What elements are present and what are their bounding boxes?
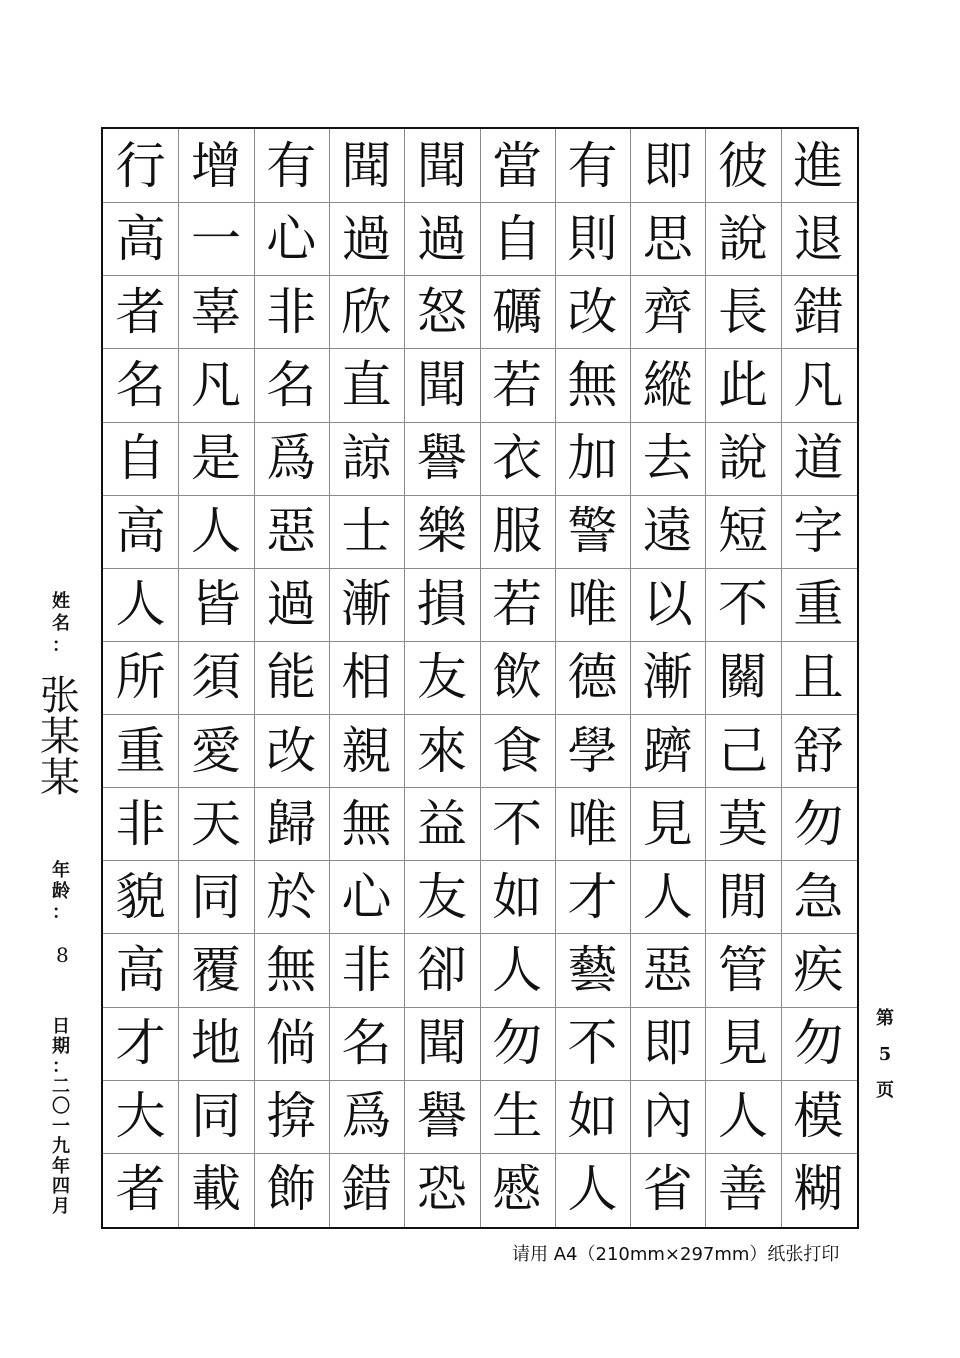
date-char: 九 [52,1136,70,1157]
grid-cell: 關 [718,648,769,707]
grid-cell: 無 [341,794,392,853]
grid-cell: 損 [416,575,467,634]
grid-cell: 食 [492,721,543,780]
grid-cell: 飾 [266,1160,317,1219]
grid-cell: 無 [266,941,317,1000]
grid-cell: 非 [341,941,392,1000]
grid-cell: 怒 [416,282,467,341]
date-char: 〇 [52,1096,70,1117]
grid-cell: 唯 [567,794,618,853]
age-label-char: 龄 [52,881,70,902]
page-number-char: 第 [876,1008,894,1029]
date-char: 一 [52,1116,70,1137]
grid-column [329,129,404,1227]
grid-cell: 辜 [190,282,241,341]
grid-cell: 地 [190,1014,241,1073]
grid-cell: 倘 [266,1014,317,1073]
name-label [52,593,70,659]
grid-cell: 短 [718,502,769,561]
grid-cell: 彼 [718,136,769,195]
age-label-char: ： [52,902,70,923]
grid-cell: 如 [567,1087,618,1146]
grid-cell: 自 [115,429,166,488]
grid-cell: 恐 [416,1160,467,1219]
name-value [40,673,80,801]
grid-cell: 躋 [642,721,693,780]
grid-cell: 漸 [642,648,693,707]
page-number [876,1010,894,1118]
date-label [52,1018,70,1218]
date-char: 期 [52,1036,70,1057]
grid-cell: 聞 [416,136,467,195]
grid-cell: 說 [718,209,769,268]
grid-cell: 是 [190,429,241,488]
grid-cell: 即 [642,136,693,195]
grid-cell: 當 [492,136,543,195]
grid-cell: 舒 [793,721,844,780]
grid-column [630,129,705,1227]
grid-column [781,129,856,1227]
grid-cell: 心 [266,209,317,268]
grid-cell: 齊 [642,282,693,341]
grid-cell: 莫 [718,794,769,853]
grid-cell: 友 [416,648,467,707]
print-instruction: 请用 A4（210mm×297mm）纸张打印 [512,1244,840,1265]
grid-cell: 礪 [492,282,543,341]
grid-cell: 大 [115,1087,166,1146]
grid-cell: 德 [567,648,618,707]
grid-cell: 此 [718,355,769,414]
grid-cell: 者 [115,1160,166,1219]
grid-cell: 欣 [341,282,392,341]
grid-cell: 勿 [793,1014,844,1073]
date-char: 年 [52,1156,70,1177]
grid-cell: 名 [115,355,166,414]
grid-cell: 閒 [718,867,769,926]
grid-cell: 加 [567,429,618,488]
grid-cell: 勿 [793,794,844,853]
grid-cell: 不 [567,1014,618,1073]
grid-cell: 見 [718,1014,769,1073]
grid-cell: 見 [642,794,693,853]
grid-cell: 退 [793,209,844,268]
grid-column [103,129,178,1227]
grid-cell: 諒 [341,429,392,488]
grid-cell: 才 [115,1014,166,1073]
grid-cell: 心 [341,867,392,926]
grid-cell: 直 [341,355,392,414]
grid-cell: 人 [718,1087,769,1146]
grid-cell: 如 [492,867,543,926]
grid-cell: 須 [190,648,241,707]
grid-cell: 生 [492,1087,543,1146]
grid-cell: 來 [416,721,467,780]
grid-cell: 改 [266,721,317,780]
grid-cell: 高 [115,941,166,1000]
grid-cell: 樂 [416,502,467,561]
age-value-text: 8 [56,943,69,967]
grid-cell: 譽 [416,1087,467,1146]
grid-cell: 重 [793,575,844,634]
grid-cell: 省 [642,1160,693,1219]
grid-cell: 人 [115,575,166,634]
grid-cell: 高 [115,502,166,561]
grid-cell: 若 [492,355,543,414]
grid-cell: 歸 [266,794,317,853]
grid-cell: 模 [793,1087,844,1146]
grid-cell: 糊 [793,1160,844,1219]
grid-cell: 思 [642,209,693,268]
age-value [56,945,69,965]
grid-cell: 不 [718,575,769,634]
grid-cell: 錯 [341,1160,392,1219]
grid-cell: 人 [642,867,693,926]
grid-cell: 相 [341,648,392,707]
grid-cell: 貌 [115,867,166,926]
age-label [52,862,70,925]
name-value-char: 某 [40,714,80,760]
grid-cell: 過 [341,209,392,268]
grid-cell: 同 [190,1087,241,1146]
grid-cell: 且 [793,648,844,707]
grid-cell: 學 [567,721,618,780]
date-char: 月 [52,1196,70,1217]
grid-cell: 非 [115,794,166,853]
grid-cell: 惡 [266,502,317,561]
grid-cell: 載 [190,1160,241,1219]
grid-cell: 益 [416,794,467,853]
grid-column [404,129,479,1227]
grid-cell: 同 [190,867,241,926]
grid-cell: 名 [341,1014,392,1073]
grid-cell: 漸 [341,575,392,634]
grid-cell: 聞 [341,136,392,195]
grid-cell: 內 [642,1087,693,1146]
grid-cell: 有 [567,136,618,195]
grid-cell: 士 [341,502,392,561]
grid-cell: 友 [416,867,467,926]
grid-cell: 譽 [416,429,467,488]
grid-cell: 人 [492,941,543,1000]
grid-cell: 道 [793,429,844,488]
name-label-char: 姓 [52,591,70,612]
grid-cell: 重 [115,721,166,780]
grid-cell: 縱 [642,355,693,414]
age-label-char: 年 [52,860,70,881]
grid-cell: 爲 [266,429,317,488]
name-label-char: ： [52,635,70,656]
grid-cell: 能 [266,648,317,707]
grid-cell: 覆 [190,941,241,1000]
grid-cell: 服 [492,502,543,561]
grid-cell: 惡 [642,941,693,1000]
grid-cell: 人 [567,1160,618,1219]
grid-cell: 聞 [416,1014,467,1073]
grid-cell: 才 [567,867,618,926]
grid-cell: 有 [266,136,317,195]
grid-cell: 凡 [793,355,844,414]
grid-cell: 無 [567,355,618,414]
grid-cell: 爲 [341,1087,392,1146]
name-value-char: 某 [40,755,80,801]
grid-cell: 衣 [492,429,543,488]
grid-cell: 飲 [492,648,543,707]
grid-cell: 遠 [642,502,693,561]
grid-cell: 增 [190,136,241,195]
grid-cell: 過 [416,209,467,268]
grid-cell: 警 [567,502,618,561]
grid-cell: 非 [266,282,317,341]
grid-cell: 即 [642,1014,693,1073]
grid-cell: 管 [718,941,769,1000]
grid-cell: 聞 [416,355,467,414]
grid-cell: 改 [567,282,618,341]
grid-cell: 善 [718,1160,769,1219]
grid-cell: 藝 [567,941,618,1000]
grid-cell: 勿 [492,1014,543,1073]
grid-column [480,129,555,1227]
grid-cell: 急 [793,867,844,926]
grid-cell: 所 [115,648,166,707]
grid-cell: 錯 [793,282,844,341]
grid-cell: 則 [567,209,618,268]
grid-cell: 人 [190,502,241,561]
page-number-char: 5 [878,1044,892,1065]
grid-cell: 於 [266,867,317,926]
grid-cell: 唯 [567,575,618,634]
grid-cell: 慼 [492,1160,543,1219]
date-char: ： [52,1056,70,1077]
grid-cell: 疾 [793,941,844,1000]
grid-cell: 去 [642,429,693,488]
grid-cell: 高 [115,209,166,268]
grid-column [555,129,630,1227]
grid-cell: 皆 [190,575,241,634]
page-number-char: 页 [876,1080,894,1101]
grid-cell: 自 [492,209,543,268]
grid-cell: 名 [266,355,317,414]
grid-cell: 己 [718,721,769,780]
grid-column [254,129,329,1227]
grid-cell: 親 [341,721,392,780]
grid-cell: 卻 [416,941,467,1000]
name-value-char: 张 [40,673,80,719]
grid-cell: 揜 [266,1087,317,1146]
grid-cell: 不 [492,794,543,853]
name-label-char: 名 [52,613,70,634]
grid-cell: 以 [642,575,693,634]
grid-column [705,129,780,1227]
grid-cell: 一 [190,209,241,268]
grid-cell: 若 [492,575,543,634]
grid-cell: 進 [793,136,844,195]
grid-cell: 字 [793,502,844,561]
grid-cell: 說 [718,429,769,488]
grid-cell: 長 [718,282,769,341]
date-char: 二 [52,1076,70,1097]
grid-cell: 凡 [190,355,241,414]
grid-cell: 者 [115,282,166,341]
date-char: 四 [52,1176,70,1197]
grid-cell: 行 [115,136,166,195]
date-char: 日 [52,1016,70,1037]
grid-column [178,129,253,1227]
practice-grid [101,127,859,1229]
grid-cell: 過 [266,575,317,634]
grid-cell: 愛 [190,721,241,780]
grid-cell: 天 [190,794,241,853]
